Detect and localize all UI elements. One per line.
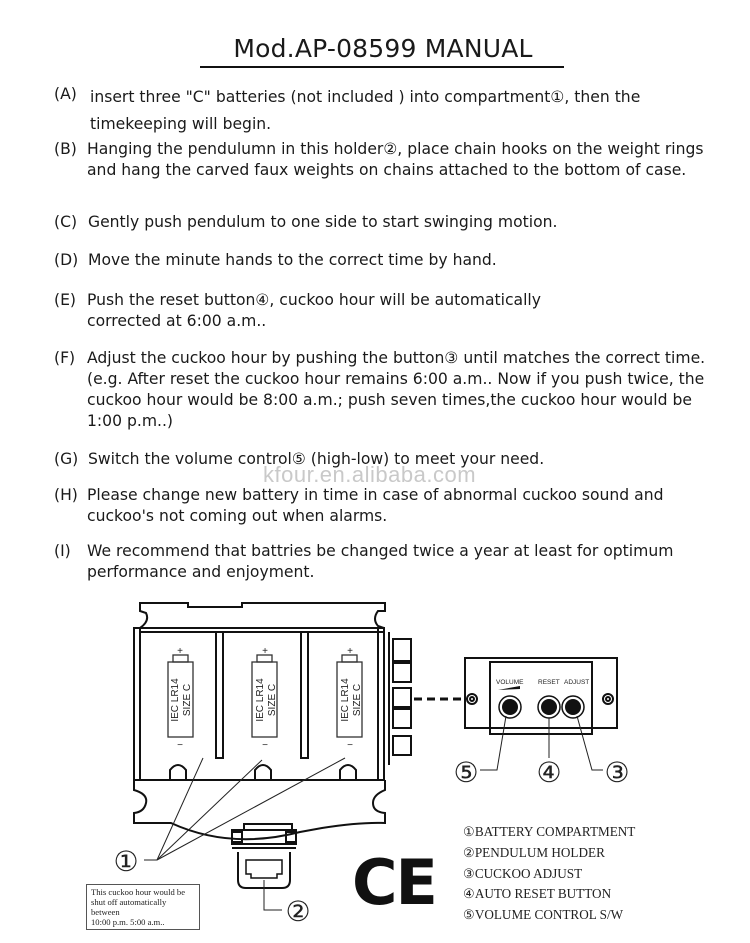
battery-minus: − [347, 740, 353, 751]
callout-1: ① [113, 845, 139, 878]
control-panel [465, 658, 617, 734]
callout-2: ② [285, 895, 311, 928]
battery-plus: + [262, 646, 268, 657]
adjust-button [562, 696, 584, 718]
step-label: (A) [54, 85, 77, 103]
volume-knob [499, 696, 521, 718]
battery-minus: − [177, 740, 183, 751]
step-text: Hanging the pendulumn in this holder②, place chain hooks on the weight rings and hang the carved faux weights on chains attached to the bottom of case. [87, 140, 704, 179]
ce-mark: CE [352, 846, 436, 919]
volume-label: VOLUME [496, 679, 524, 686]
cutout [340, 765, 356, 780]
watermark: kfour.en.alibaba.com [263, 462, 477, 487]
battery-label: IEC LR14 [340, 678, 351, 722]
cutout [170, 765, 186, 780]
reset-button [538, 696, 560, 718]
auto-shutoff-note [86, 884, 200, 930]
manual-title: Mod.AP-08599 MANUAL [233, 34, 533, 63]
note-line: This cuckoo hour would be [91, 887, 186, 897]
reset-label: RESET [538, 679, 560, 686]
callout-3: ③ [604, 756, 630, 789]
step-label: (I) [54, 542, 71, 560]
pendulum-holder [232, 824, 296, 888]
battery-label: IEC LR14 [255, 678, 266, 722]
step-text: Gently push pendulum to one side to start swinging motion. [88, 213, 558, 231]
battery-divider [301, 632, 308, 758]
step-label: (B) [54, 140, 77, 158]
legend-item: ⑤VOLUME CONTROL S/W [463, 907, 624, 923]
callout-5: ⑤ [453, 756, 479, 789]
note-line: shut off automatically between [91, 897, 167, 917]
battery-minus: − [262, 740, 268, 751]
parts-legend [463, 822, 635, 926]
legend-item: ③CUCKOO ADJUST [463, 865, 583, 881]
step-label: (E) [54, 291, 77, 309]
battery-label: SIZE C [267, 683, 278, 717]
step-text: Please change new battery in time in case of abnormal cuckoo sound and cuckoo's not coming out when alarms. [87, 486, 664, 525]
step-text: Push the reset button④, cuckoo hour will be automatically corrected at 6:00 a.m.. [87, 291, 541, 330]
step-label: (D) [54, 251, 79, 269]
battery-label: IEC LR14 [170, 678, 181, 722]
note-line: 10:00 p.m. 5:00 a.m.. [91, 917, 165, 927]
legend-item: ②PENDULUM HOLDER [463, 844, 605, 860]
step-text: Move the minute hands to the correct time by hand. [88, 251, 497, 269]
cutout [255, 765, 271, 780]
legend-item: ④AUTO RESET BUTTON [463, 886, 612, 902]
step-text: Switch the volume control⑤ (high-low) to meet your need. [88, 450, 545, 468]
battery-divider [216, 632, 223, 758]
step-label: (F) [54, 349, 76, 367]
callout-4: ④ [536, 756, 562, 789]
battery-label: SIZE C [352, 683, 363, 717]
adjust-label: ADJUST [564, 679, 590, 686]
step-text: insert three "C" batteries (not included ) into compartment①, then the timekeeping will begin. [90, 88, 641, 133]
battery-plus: + [177, 646, 183, 657]
step-label: (H) [54, 486, 78, 504]
legend-item: ①BATTERY COMPARTMENT [463, 824, 636, 839]
battery-plus: + [347, 646, 353, 657]
step-text: Adjust the cuckoo hour by pushing the button③ until matches the correct time.(e.g. After reset the cuckoo hour remains 6:00 a.m.. Now if you push twice, the cuckoo hour would be 8:00 a.m.; push seven times,the cuckoo hour would be 1:00 p.m..) [87, 349, 706, 430]
step-text: We recommend that battries be changed twice a year at least for optimum performance and enjoyment. [87, 542, 674, 581]
step-label: (C) [54, 213, 78, 231]
battery-label: SIZE C [182, 683, 193, 717]
step-label: (G) [54, 450, 79, 468]
